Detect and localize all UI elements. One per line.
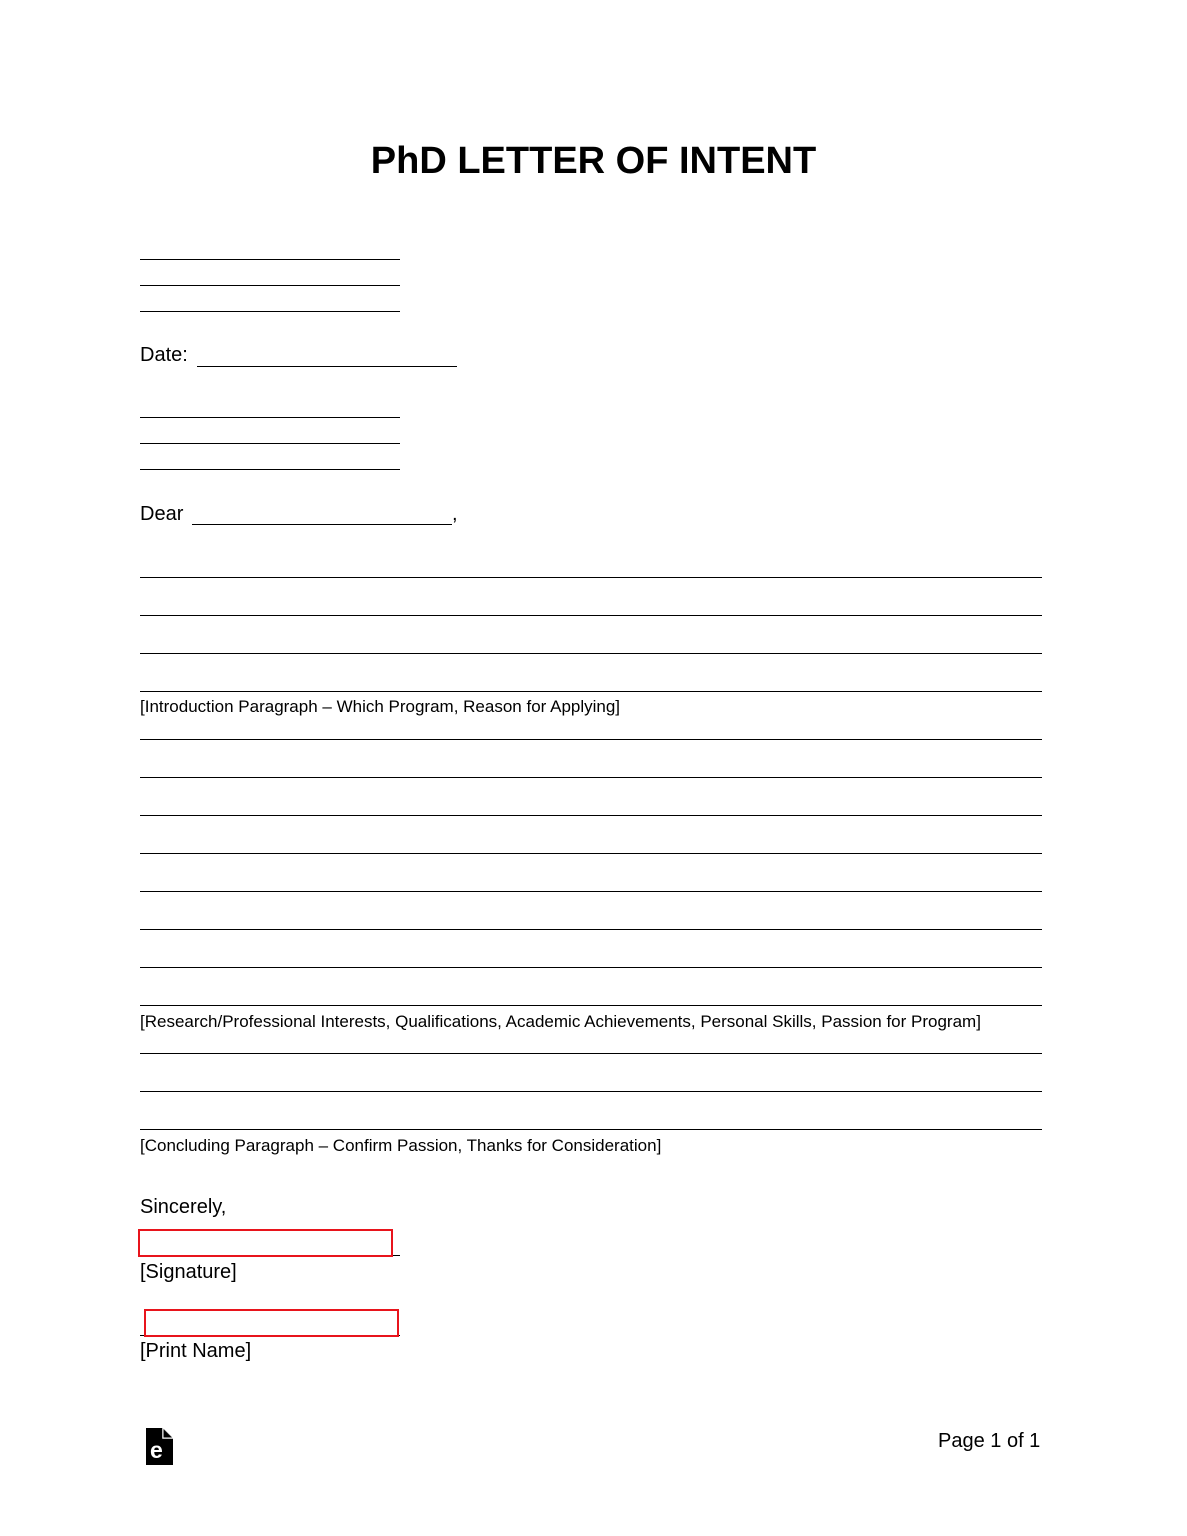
print-name-field[interactable] bbox=[144, 1309, 399, 1337]
sender-address-line bbox=[140, 285, 400, 286]
signature-label: [Signature] bbox=[140, 1261, 237, 1283]
page-title: PhD LETTER OF INTENT bbox=[370, 140, 817, 182]
body-line bbox=[140, 891, 1042, 892]
conclusion-label: [Concluding Paragraph – Confirm Passion, Thanks for Consideration] bbox=[140, 1136, 662, 1155]
body-line bbox=[140, 615, 1042, 616]
body-line bbox=[140, 1091, 1042, 1092]
sender-address-line bbox=[140, 259, 400, 260]
body-line bbox=[140, 739, 1042, 740]
recipient-address-line bbox=[140, 443, 400, 444]
body-line bbox=[140, 691, 1042, 692]
logo-letter: e bbox=[150, 1437, 163, 1463]
recipient-address-line bbox=[140, 469, 400, 470]
salutation-comma: , bbox=[452, 503, 458, 525]
date-line bbox=[197, 366, 457, 367]
body-line bbox=[140, 929, 1042, 930]
document-logo-icon bbox=[146, 1428, 173, 1465]
body-line bbox=[140, 1005, 1042, 1006]
body-line bbox=[140, 577, 1042, 578]
body-line bbox=[140, 815, 1042, 816]
page-number: Page 1 of 1 bbox=[938, 1430, 1041, 1452]
signature-field[interactable] bbox=[138, 1229, 393, 1257]
body-line bbox=[140, 1129, 1042, 1130]
body-line bbox=[140, 653, 1042, 654]
recipient-name-line bbox=[192, 524, 452, 525]
print-name-label: [Print Name] bbox=[140, 1340, 252, 1362]
date-label: Date: bbox=[140, 344, 188, 366]
body-line bbox=[140, 853, 1042, 854]
body-line bbox=[140, 777, 1042, 778]
salutation: Dear bbox=[140, 503, 184, 525]
introduction-label: [Introduction Paragraph – Which Program, Reason for Applying] bbox=[140, 697, 621, 716]
body-label: [Research/Professional Interests, Qualifications, Academic Achievements, Personal Skills, Passion for Program] bbox=[140, 1012, 981, 1031]
sender-address-line bbox=[140, 311, 400, 312]
closing: Sincerely, bbox=[140, 1196, 227, 1218]
recipient-address-line bbox=[140, 417, 400, 418]
body-line bbox=[140, 967, 1042, 968]
body-line bbox=[140, 1053, 1042, 1054]
